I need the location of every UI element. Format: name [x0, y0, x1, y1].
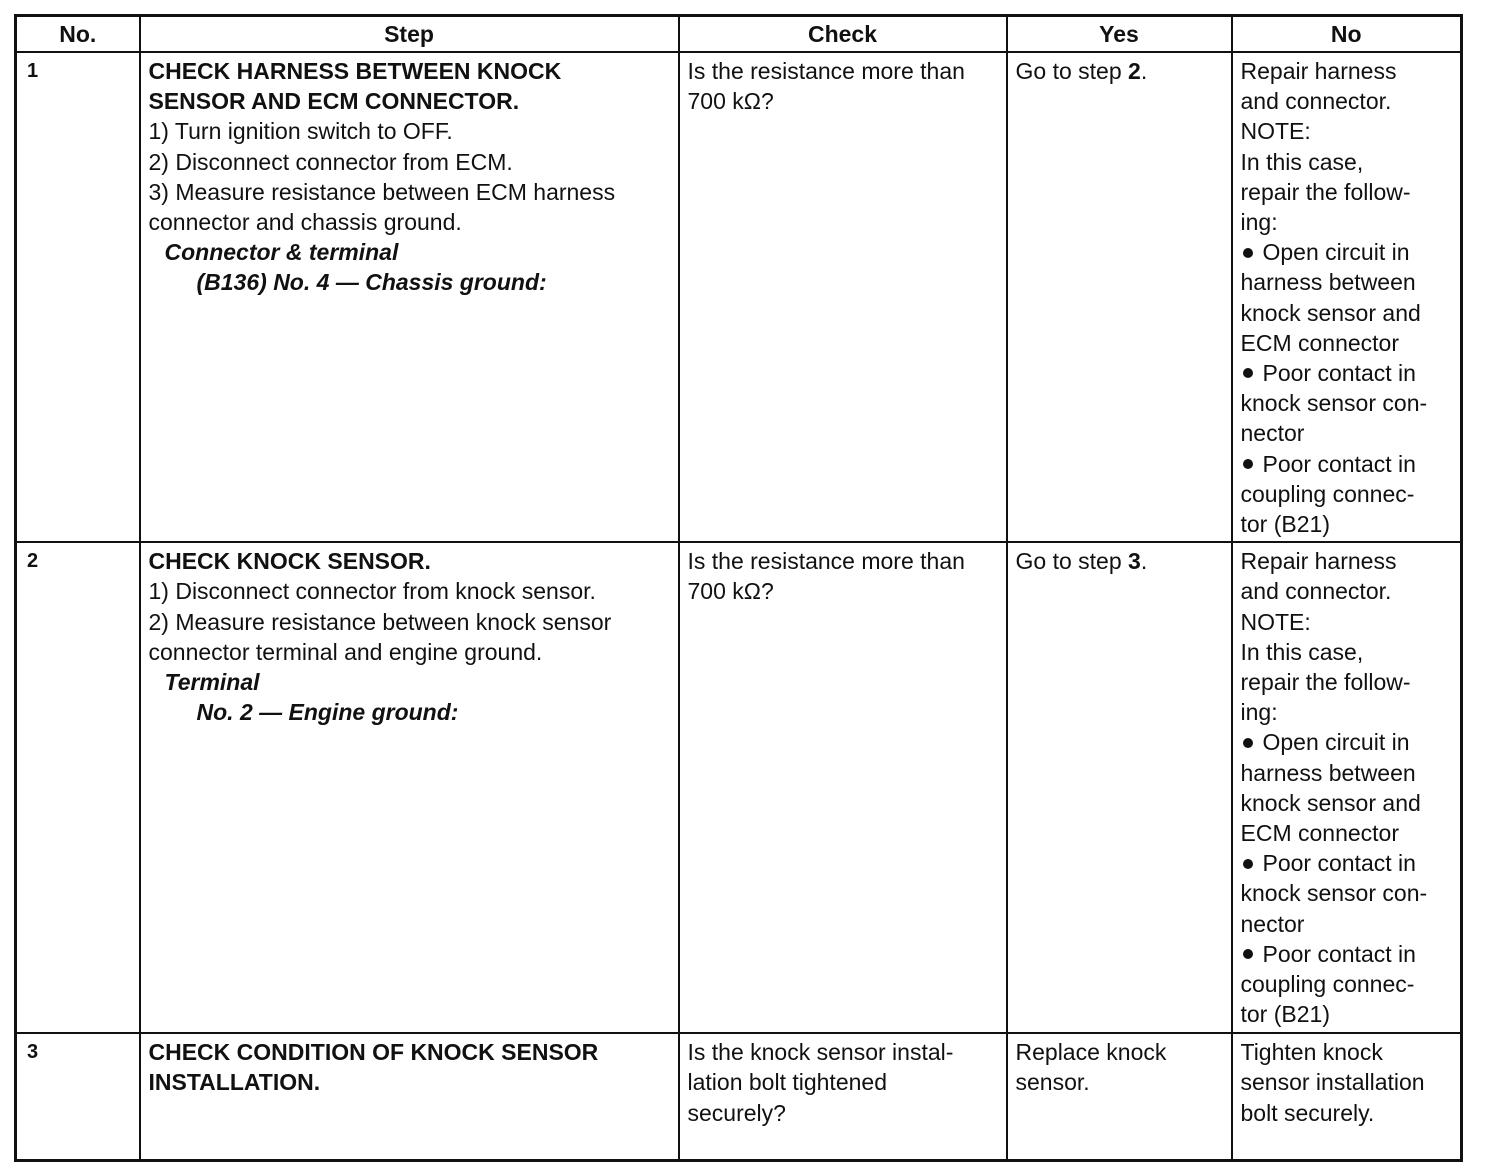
check-line: Is the resistance more than	[687, 548, 965, 575]
check-cell	[679, 52, 1007, 542]
terminal-value: (B136) No. 4 — Chassis ground:	[196, 269, 547, 296]
yes-suffix: .	[1140, 548, 1148, 575]
no-line: and connector.	[1240, 88, 1392, 115]
bullet-text: Poor contact in	[1262, 850, 1416, 877]
no-cell	[1232, 1033, 1462, 1161]
bullet-icon	[1243, 949, 1253, 959]
step-instruction: 2) Measure resistance between knock sensor	[148, 608, 612, 635]
bullet-icon	[1243, 738, 1253, 748]
check-cell	[679, 542, 1007, 1033]
header-check: Check	[679, 16, 1007, 53]
step-number: 2	[16, 542, 140, 1033]
yes-prefix: Go to step	[1015, 548, 1129, 575]
step-cell	[140, 1033, 679, 1161]
bullet-text: Poor contact in	[1262, 450, 1416, 477]
step-instruction: connector and chassis ground.	[148, 209, 462, 236]
bullet-item	[1241, 449, 1453, 479]
bullet-item	[1241, 727, 1453, 757]
header-no: No.	[16, 16, 140, 53]
no-line: and connector.	[1240, 578, 1392, 605]
table-row	[16, 52, 1462, 542]
no-line: NOTE:	[1240, 608, 1311, 635]
check-line: lation bolt tightened	[687, 1069, 887, 1096]
diagnostic-table	[14, 14, 1463, 1162]
step-instruction: 2) Disconnect connector from ECM.	[148, 148, 513, 175]
no-line: sensor installation	[1240, 1069, 1425, 1096]
no-line: ing:	[1240, 699, 1278, 726]
no-line: repair the follow-	[1240, 178, 1411, 205]
no-line: ing:	[1240, 209, 1278, 236]
bullet-item	[1241, 237, 1453, 267]
step-title-line: INSTALLATION.	[148, 1069, 321, 1096]
no-line: NOTE:	[1240, 118, 1311, 145]
bullet-text: nector	[1240, 420, 1305, 447]
bullet-text: ECM connector	[1240, 329, 1400, 356]
no-cell	[1232, 52, 1462, 542]
bullet-text: Open circuit in	[1262, 729, 1410, 756]
step-instruction: 1) Turn ignition switch to OFF.	[148, 118, 453, 145]
bullet-text: knock sensor con-	[1240, 390, 1428, 417]
bullet-text: Poor contact in	[1262, 360, 1416, 387]
table-row	[16, 1033, 1462, 1161]
yes-line: Replace knock	[1015, 1039, 1167, 1066]
no-line: Tighten knock	[1240, 1039, 1383, 1066]
no-line: repair the follow-	[1240, 669, 1411, 696]
table-header-row	[16, 16, 1462, 53]
bullet-text: nector	[1240, 910, 1305, 937]
yes-cell	[1007, 542, 1232, 1033]
yes-step-number: 3	[1128, 548, 1141, 575]
step-instruction: 1) Disconnect connector from knock sensor.	[148, 578, 596, 605]
no-line: In this case,	[1240, 638, 1364, 665]
yes-line: sensor.	[1015, 1069, 1090, 1096]
header-step: Step	[140, 16, 679, 53]
step-title-line: CHECK CONDITION OF KNOCK SENSOR	[148, 1039, 599, 1066]
bullet-text: Poor contact in	[1262, 940, 1416, 967]
check-line: 700 kΩ?	[687, 578, 774, 605]
bullet-text: coupling connec-	[1240, 480, 1415, 507]
bullet-text: coupling connec-	[1240, 971, 1415, 998]
no-line: bolt securely.	[1240, 1099, 1375, 1126]
bullet-text: knock sensor and	[1240, 789, 1421, 816]
yes-cell	[1007, 1033, 1232, 1161]
step-number: 3	[16, 1033, 140, 1161]
terminal-label: Terminal	[164, 669, 260, 696]
no-line: Repair harness	[1240, 548, 1397, 575]
header-yes: Yes	[1007, 16, 1232, 53]
step-number: 1	[16, 52, 140, 542]
table-row	[16, 542, 1462, 1033]
yes-prefix: Go to step	[1015, 58, 1129, 84]
bullet-text: harness between	[1240, 759, 1416, 786]
check-line: Is the knock sensor instal-	[687, 1039, 954, 1066]
bullet-icon	[1243, 368, 1253, 378]
no-line: In this case,	[1240, 148, 1364, 175]
no-cell	[1232, 542, 1462, 1033]
step-instruction: 3) Measure resistance between ECM harness	[148, 178, 616, 205]
yes-suffix: .	[1140, 58, 1148, 84]
step-cell	[140, 52, 679, 542]
bullet-icon	[1243, 859, 1253, 869]
bullet-text: Open circuit in	[1262, 239, 1410, 266]
check-line: 700 kΩ?	[687, 88, 774, 115]
step-title-line: CHECK KNOCK SENSOR.	[148, 548, 431, 575]
yes-step-number: 2	[1128, 58, 1141, 84]
bullet-item	[1241, 939, 1453, 969]
no-line: Repair harness	[1240, 58, 1397, 84]
bullet-text: tor (B21)	[1240, 1001, 1330, 1028]
bullet-text: ECM connector	[1240, 820, 1400, 847]
step-title-line: CHECK HARNESS BETWEEN KNOCK	[148, 58, 562, 84]
bullet-text: knock sensor and	[1240, 299, 1421, 326]
header-no-col: No	[1232, 16, 1462, 53]
check-line: Is the resistance more than	[687, 58, 965, 84]
bullet-text: harness between	[1240, 269, 1416, 296]
terminal-label: Connector & terminal	[164, 239, 399, 266]
terminal-value: No. 2 — Engine ground:	[196, 699, 459, 726]
check-line: securely?	[687, 1099, 786, 1126]
bullet-icon	[1243, 248, 1253, 258]
step-instruction: connector terminal and engine ground.	[148, 638, 543, 665]
bullet-icon	[1243, 459, 1253, 469]
yes-cell	[1007, 52, 1232, 542]
step-cell	[140, 542, 679, 1033]
step-title-line: SENSOR AND ECM CONNECTOR.	[148, 88, 520, 115]
bullet-item	[1241, 358, 1453, 388]
bullet-text: tor (B21)	[1240, 511, 1330, 538]
bullet-item	[1241, 848, 1453, 878]
bullet-text: knock sensor con-	[1240, 880, 1428, 907]
check-cell	[679, 1033, 1007, 1161]
